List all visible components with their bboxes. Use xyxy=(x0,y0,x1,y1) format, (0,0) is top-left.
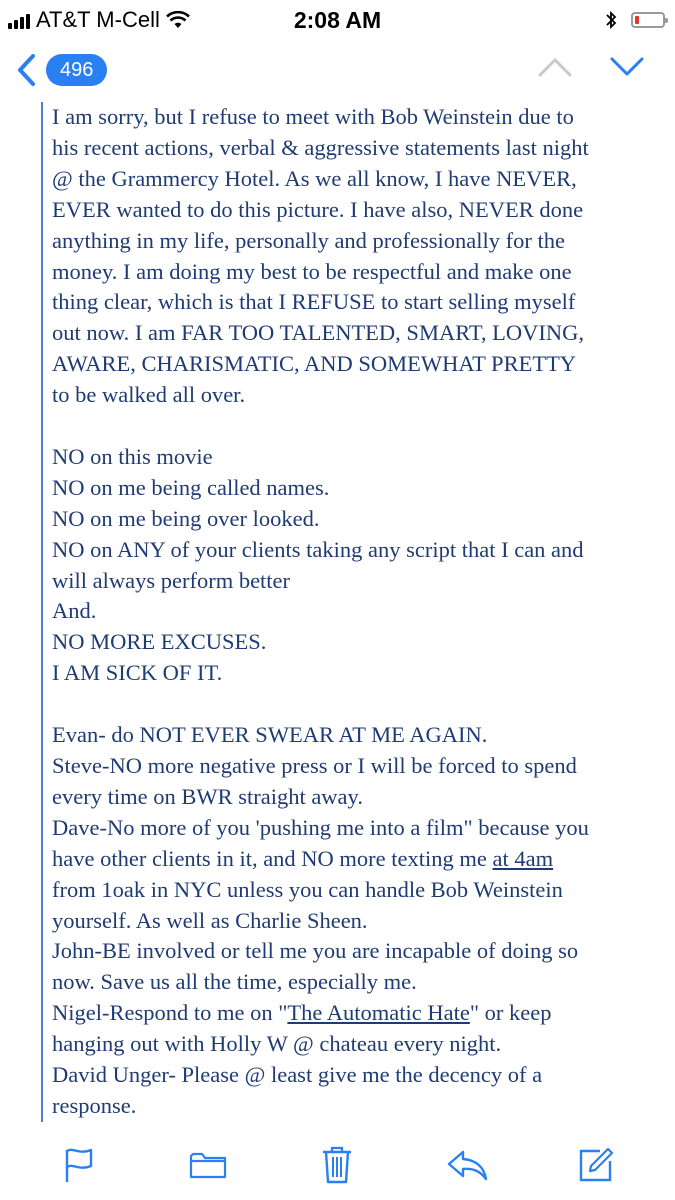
email-body xyxy=(52,102,652,1122)
reply-icon xyxy=(446,1149,488,1181)
bluetooth-icon xyxy=(605,10,617,30)
compose-button[interactable] xyxy=(568,1137,624,1193)
detected-link[interactable]: at 4am xyxy=(492,845,554,871)
email-line: Steve-NO more negative press or I will be forced to spend xyxy=(52,753,577,778)
status-bar xyxy=(0,0,675,40)
nav-bar xyxy=(0,40,675,102)
email-line: NO MORE EXCUSES. xyxy=(52,629,267,655)
email-line: his recent actions, verbal & aggressive statements last night xyxy=(52,134,589,160)
email-line: NO on me being called names. xyxy=(52,474,330,500)
email-line: NO on ANY of your clients taking any script that I can and xyxy=(52,536,584,562)
email-paragraph xyxy=(52,102,652,411)
email-line: response. xyxy=(52,1092,137,1118)
email-line: AWARE, CHARISMATIC, AND SOMEWHAT PRETTY xyxy=(52,351,577,377)
folder-icon xyxy=(189,1150,227,1180)
email-line: thing clear, which is that I REFUSE to start selling myself xyxy=(52,289,576,315)
email-line: have other clients in it, and NO more texting me at 4am xyxy=(52,845,554,871)
email-line: David Unger- Please @ least give me the decency of a xyxy=(52,1062,543,1088)
compose-icon xyxy=(578,1147,614,1183)
clock: 2:08 AM xyxy=(293,7,382,33)
flag-icon xyxy=(62,1146,96,1184)
email-line: I am sorry, but I refuse to meet with Bob Weinstein due to xyxy=(52,104,574,129)
email-line: Dave-No more of you 'pushing me into a film" because you xyxy=(52,814,589,840)
move-to-folder-button[interactable] xyxy=(180,1137,236,1193)
chevron-left-icon xyxy=(16,53,36,87)
reply-button[interactable] xyxy=(439,1137,495,1193)
email-line: anything in my life, personally and professionally for the xyxy=(52,227,566,253)
email-body-text xyxy=(52,102,652,1122)
battery-level xyxy=(635,16,639,24)
email-line: from 1oak in NYC unless you can handle Bob Weinstein xyxy=(52,876,563,902)
email-line: money. I am doing my best to be respectful and make one xyxy=(52,258,572,284)
next-message-chevron-down-icon[interactable] xyxy=(609,56,645,78)
email-line: I AM SICK OF IT. xyxy=(52,660,223,686)
email-line: yourself. As well as Charlie Sheen. xyxy=(52,907,368,933)
flag-button[interactable] xyxy=(51,1137,107,1193)
unread-count-badge: 496 xyxy=(46,54,107,86)
email-line: NO on me being over looked. xyxy=(52,505,320,531)
previous-message-chevron-up-icon[interactable] xyxy=(537,56,573,78)
email-line: Nigel-Respond to me on "The Automatic Hate" or keep xyxy=(52,1000,552,1026)
email-line: @ the Grammercy Hotel. As we all know, I have NEVER, xyxy=(52,165,577,191)
email-line: Evan- do NOT EVER SWEAR AT ME AGAIN. xyxy=(52,722,488,748)
quote-bar xyxy=(41,102,43,1122)
carrier-name: AT&T M-Cell xyxy=(36,7,160,32)
email-paragraph xyxy=(52,720,652,1122)
detected-link[interactable]: The Automatic Hate xyxy=(287,1000,470,1026)
trash-button[interactable] xyxy=(309,1137,365,1193)
email-line: to be walked all over. xyxy=(52,382,246,408)
email-line: now. Save us all the time, especially me. xyxy=(52,969,417,995)
email-line: John-BE involved or tell me you are incapable of doing so xyxy=(52,938,579,964)
email-line: hanging out with Holly W @ chateau every night. xyxy=(52,1031,502,1057)
email-paragraph xyxy=(52,442,652,689)
status-right xyxy=(605,0,665,40)
email-line: out now. I am FAR TOO TALENTED, SMART, LOVING, xyxy=(52,320,585,346)
email-line: And. xyxy=(52,598,97,624)
back-button[interactable] xyxy=(16,50,107,90)
message-navigation xyxy=(537,56,645,78)
bottom-toolbar xyxy=(0,1130,675,1200)
email-line: every time on BWR straight away. xyxy=(52,783,363,809)
email-line: EVER wanted to do this picture. I have also, NEVER done xyxy=(52,196,584,222)
trash-icon xyxy=(321,1145,353,1185)
battery-icon xyxy=(631,12,665,28)
email-line: NO on this movie xyxy=(52,443,213,469)
email-line: will always perform better xyxy=(52,567,291,593)
